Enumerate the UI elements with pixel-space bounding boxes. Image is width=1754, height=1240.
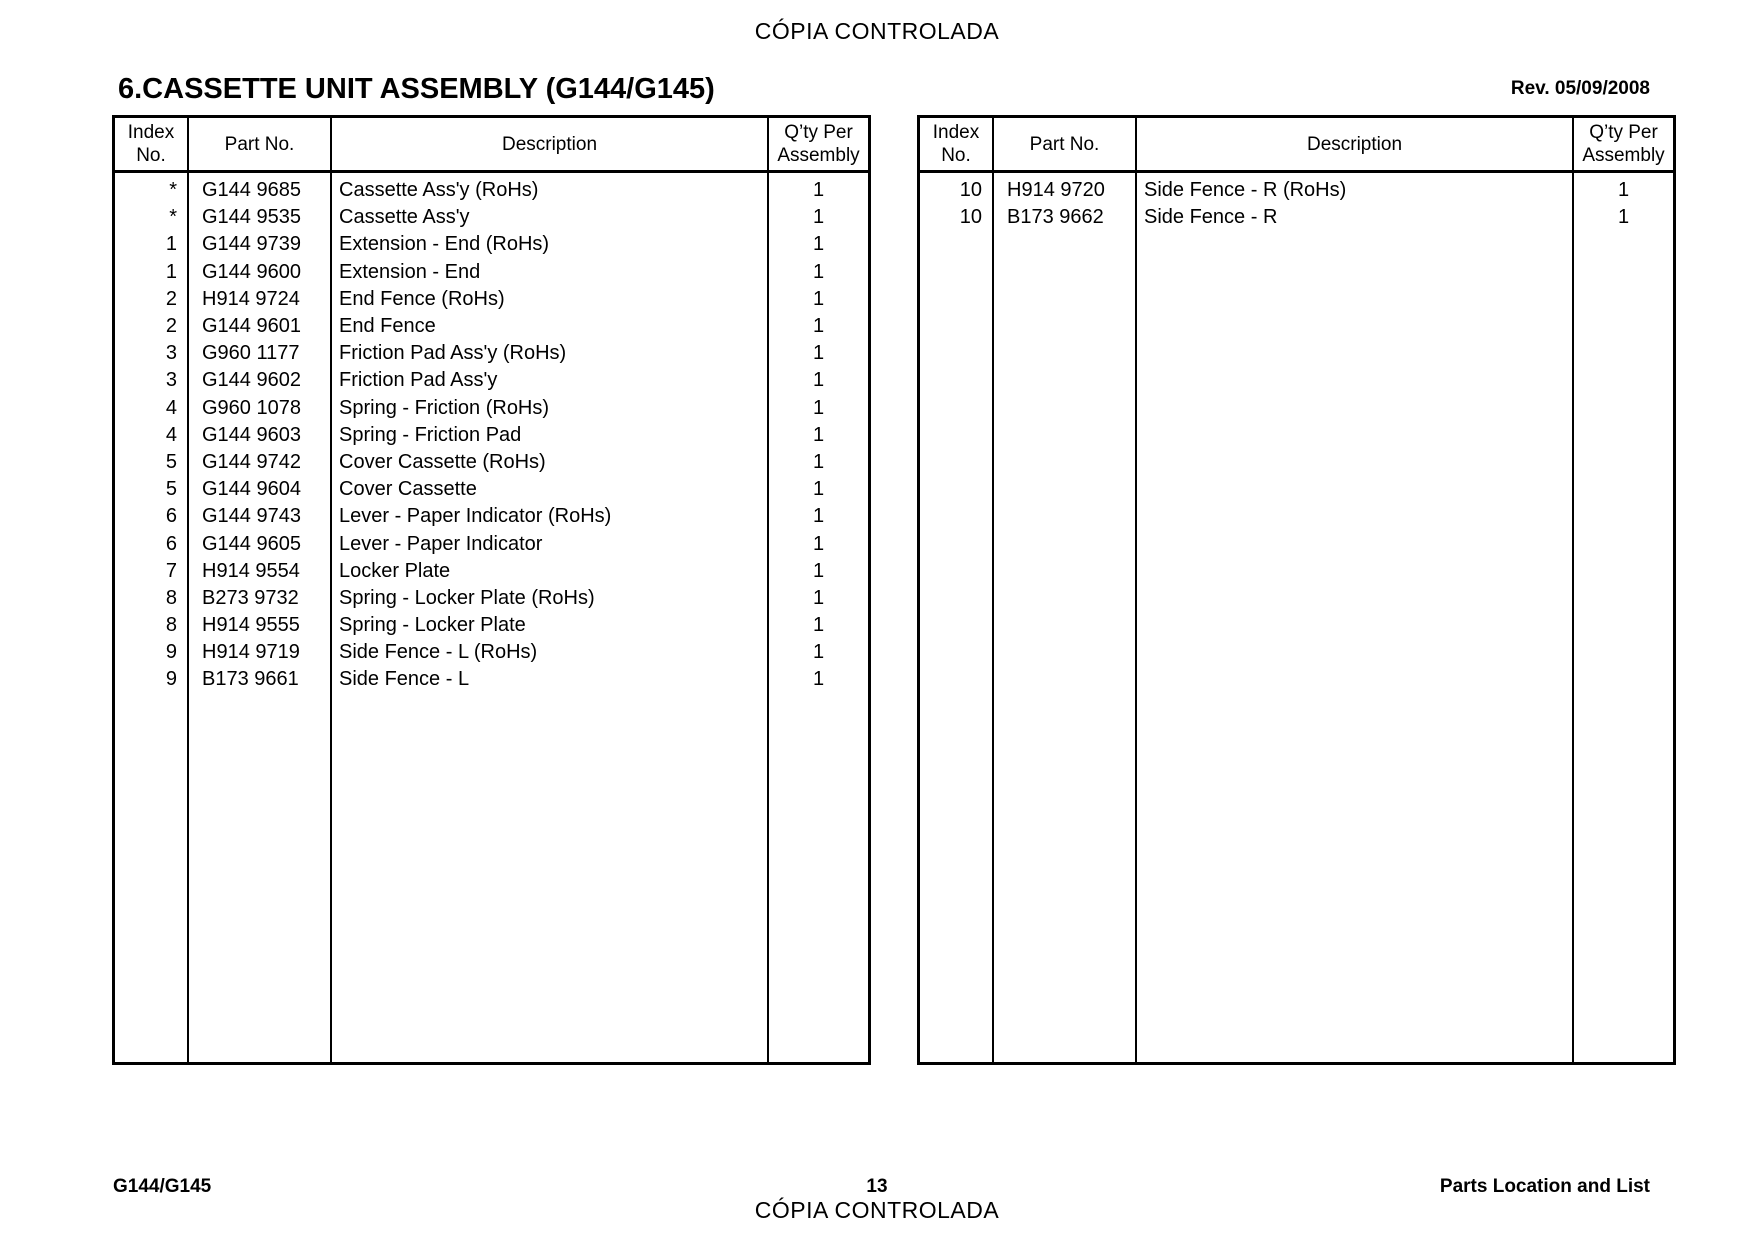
cell-qty: 1 <box>812 532 825 555</box>
cell-index-no: * <box>114 204 189 231</box>
cell-index-no: 6 <box>114 503 189 530</box>
table-row <box>114 340 870 367</box>
cell-index-no: 6 <box>114 530 189 557</box>
cell-part-no: B273 9732 <box>188 585 331 612</box>
cell-description: Locker Plate <box>331 558 768 585</box>
cell-index-no: * <box>114 172 189 205</box>
table-row <box>114 639 870 666</box>
cell-part-no: G144 9739 <box>188 231 331 258</box>
table-filler-cell <box>768 694 870 1064</box>
table-filler-cell <box>114 694 189 1064</box>
cell-description: Friction Pad Ass'y <box>331 367 768 394</box>
table-header-row <box>114 117 870 172</box>
cell-index-no: 10 <box>919 172 994 205</box>
cell-index-no: 9 <box>114 666 189 693</box>
table-filler-cell <box>1573 231 1675 1063</box>
table-row <box>114 204 870 231</box>
table-row <box>114 231 870 258</box>
table-row <box>114 259 870 286</box>
parts-table-right-body <box>919 172 1675 1064</box>
footer-section: Parts Location and List <box>1439 1176 1650 1197</box>
table-filler-row <box>114 694 870 1064</box>
cell-part-no: G960 1177 <box>188 340 331 367</box>
cell-description: Side Fence - L <box>331 666 768 693</box>
header-index-no: Index No. <box>114 117 189 172</box>
cell-qty: 1 <box>812 287 825 310</box>
cell-description: Cassette Ass'y (RoHs) <box>331 172 768 205</box>
table-row <box>919 172 1675 205</box>
cell-index-no: 9 <box>114 639 189 666</box>
cell-qty: 1 <box>812 206 825 229</box>
header-qty-per-assembly: Q’ty Per Assembly <box>768 117 870 172</box>
cell-description: Side Fence - R <box>1136 204 1573 231</box>
revision-date: Rev. 05/09/2008 <box>1510 78 1650 99</box>
cell-description: Extension - End <box>331 259 768 286</box>
parts-table-left <box>112 115 871 1065</box>
cell-index-no: 8 <box>114 612 189 639</box>
cell-part-no: H914 9724 <box>188 286 331 313</box>
table-filler-row <box>919 231 1675 1063</box>
cell-description: Spring - Friction Pad <box>331 422 768 449</box>
cell-index-no: 1 <box>114 259 189 286</box>
cell-description: Side Fence - R (RoHs) <box>1136 172 1573 205</box>
cell-description: End Fence (RoHs) <box>331 286 768 313</box>
cell-qty: 1 <box>812 478 825 501</box>
table-row <box>114 612 870 639</box>
cell-qty: 1 <box>812 315 825 338</box>
cell-qty: 1 <box>812 559 825 582</box>
cell-part-no: G144 9603 <box>188 422 331 449</box>
footer-model: G144/G145 <box>113 1176 212 1197</box>
table-filler-cell <box>188 694 331 1064</box>
cell-qty: 1 <box>812 233 825 256</box>
cell-part-no: G144 9685 <box>188 172 331 205</box>
cell-part-no: G144 9742 <box>188 449 331 476</box>
cell-qty: 1 <box>812 179 825 202</box>
header-qty-per-assembly: Q’ty Per Assembly <box>1573 117 1675 172</box>
header-description: Description <box>331 117 768 172</box>
cell-description: Lever - Paper Indicator <box>331 530 768 557</box>
header-part-no: Part No. <box>188 117 331 172</box>
cell-qty: 1 <box>812 342 825 365</box>
cell-description: End Fence <box>331 313 768 340</box>
cell-part-no: B173 9661 <box>188 666 331 693</box>
table-row <box>114 422 870 449</box>
parts-table-left-body <box>114 172 870 1064</box>
cell-part-no: H914 9554 <box>188 558 331 585</box>
table-filler-cell <box>1136 231 1573 1063</box>
cell-qty: 1 <box>812 450 825 473</box>
cell-qty: 1 <box>812 641 825 664</box>
cell-index-no: 10 <box>919 204 994 231</box>
footer-page-number: 13 <box>866 1176 888 1197</box>
cell-part-no: G144 9600 <box>188 259 331 286</box>
cell-part-no: G144 9604 <box>188 476 331 503</box>
table-row <box>114 558 870 585</box>
cell-qty: 1 <box>1617 206 1630 229</box>
table-filler-cell <box>331 694 768 1064</box>
cell-description: Cover Cassette <box>331 476 768 503</box>
header-description: Description <box>1136 117 1573 172</box>
table-row <box>114 286 870 313</box>
cell-part-no: B173 9662 <box>993 204 1136 231</box>
header-index-no: Index No. <box>919 117 994 172</box>
table-row <box>114 503 870 530</box>
cell-part-no: H914 9720 <box>993 172 1136 205</box>
cell-part-no: G144 9602 <box>188 367 331 394</box>
table-filler-cell <box>919 231 994 1063</box>
cell-description: Spring - Friction (RoHs) <box>331 395 768 422</box>
cell-description: Lever - Paper Indicator (RoHs) <box>331 503 768 530</box>
cell-index-no: 8 <box>114 585 189 612</box>
table-row <box>114 172 870 205</box>
watermark-top: CÓPIA CONTROLADA <box>754 18 1000 44</box>
table-filler-cell <box>993 231 1136 1063</box>
table-row <box>114 367 870 394</box>
table-row <box>114 666 870 693</box>
cell-part-no: G144 9535 <box>188 204 331 231</box>
table-row <box>114 395 870 422</box>
table-row <box>114 530 870 557</box>
cell-description: Friction Pad Ass'y (RoHs) <box>331 340 768 367</box>
table-row <box>919 204 1675 231</box>
cell-description: Side Fence - L (RoHs) <box>331 639 768 666</box>
cell-description: Extension - End (RoHs) <box>331 231 768 258</box>
cell-qty: 1 <box>812 423 825 446</box>
header-part-no: Part No. <box>993 117 1136 172</box>
cell-index-no: 4 <box>114 422 189 449</box>
parts-table-right <box>917 115 1676 1065</box>
cell-qty: 1 <box>812 614 825 637</box>
cell-index-no: 4 <box>114 395 189 422</box>
cell-index-no: 1 <box>114 231 189 258</box>
cell-qty: 1 <box>812 505 825 528</box>
cell-part-no: G960 1078 <box>188 395 331 422</box>
cell-qty: 1 <box>812 369 825 392</box>
cell-index-no: 3 <box>114 367 189 394</box>
cell-description: Spring - Locker Plate <box>331 612 768 639</box>
cell-description: Spring - Locker Plate (RoHs) <box>331 585 768 612</box>
cell-index-no: 2 <box>114 313 189 340</box>
cell-part-no: G144 9605 <box>188 530 331 557</box>
cell-qty: 1 <box>812 260 825 283</box>
cell-index-no: 3 <box>114 340 189 367</box>
cell-qty: 1 <box>812 668 825 691</box>
cell-index-no: 5 <box>114 449 189 476</box>
cell-part-no: H914 9555 <box>188 612 331 639</box>
table-header-row <box>919 117 1675 172</box>
cell-part-no: H914 9719 <box>188 639 331 666</box>
watermark-bottom: CÓPIA CONTROLADA <box>754 1197 1000 1223</box>
cell-index-no: 7 <box>114 558 189 585</box>
cell-part-no: G144 9601 <box>188 313 331 340</box>
cell-qty: 1 <box>1617 179 1630 202</box>
cell-qty: 1 <box>812 586 825 609</box>
cell-description: Cover Cassette (RoHs) <box>331 449 768 476</box>
cell-index-no: 5 <box>114 476 189 503</box>
table-row <box>114 313 870 340</box>
cell-part-no: G144 9743 <box>188 503 331 530</box>
table-row <box>114 449 870 476</box>
cell-description: Cassette Ass'y <box>331 204 768 231</box>
table-row <box>114 476 870 503</box>
table-row <box>114 585 870 612</box>
page-title: 6.CASSETTE UNIT ASSEMBLY (G144/G145) <box>118 73 715 105</box>
cell-index-no: 2 <box>114 286 189 313</box>
cell-qty: 1 <box>812 396 825 419</box>
